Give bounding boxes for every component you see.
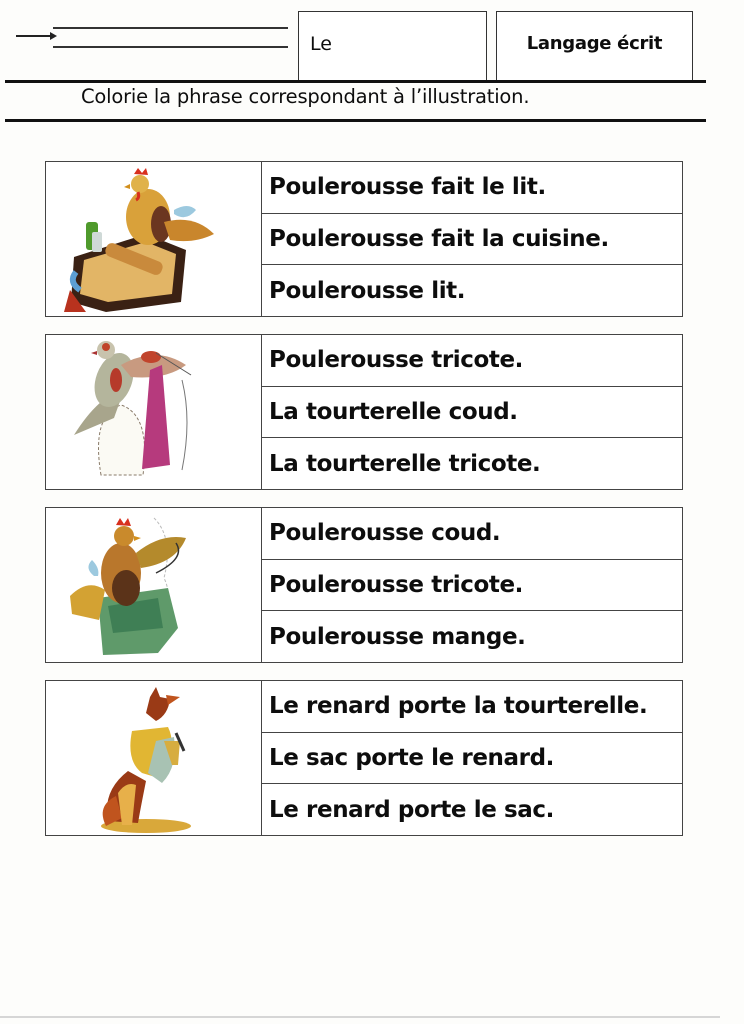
choice-4-1[interactable]: Le renard porte la tourterelle. (262, 681, 682, 733)
dove-knitting-image (46, 335, 261, 488)
subject-box (496, 11, 693, 82)
exercise-2 (45, 334, 683, 490)
exercise-4 (45, 680, 683, 836)
choice-4-2[interactable]: Le sac porte le renard. (262, 733, 682, 785)
scan-edge (0, 1016, 720, 1018)
arrow-icon (16, 35, 52, 37)
choice-list (262, 162, 682, 316)
fox-sack-illustration (46, 681, 262, 835)
header-divider-bottom (5, 119, 706, 122)
choice-2-2[interactable]: La tourterelle coud. (262, 387, 682, 439)
hen-sewing-image (46, 508, 261, 661)
date-box[interactable] (298, 11, 487, 82)
arrow-head-icon (50, 32, 57, 40)
hen-cooking-illustration (46, 162, 262, 316)
header-divider-top (5, 80, 706, 83)
choice-list (262, 681, 682, 835)
fox-sack-image (46, 681, 261, 834)
choice-1-1[interactable]: Poulerousse fait le lit. (262, 162, 682, 214)
choice-1-2[interactable]: Poulerousse fait la cuisine. (262, 214, 682, 266)
choice-3-1[interactable]: Poulerousse coud. (262, 508, 682, 560)
name-line-bottom[interactable] (53, 46, 288, 48)
name-line-top[interactable] (53, 27, 288, 29)
choice-2-1[interactable]: Poulerousse tricote. (262, 335, 682, 387)
choice-3-2[interactable]: Poulerousse tricote. (262, 560, 682, 612)
exercise-3 (45, 507, 683, 663)
hen-cooking-image (46, 162, 261, 315)
hen-sewing-illustration (46, 508, 262, 662)
choice-2-3[interactable]: La tourterelle tricote. (269, 450, 541, 477)
exercise-1 (45, 161, 683, 317)
choice-3-3[interactable]: Poulerousse mange. (269, 623, 526, 650)
date-label: Le (310, 33, 332, 55)
choice-list (262, 335, 682, 489)
instruction-text: Colorie la phrase correspondant à l’illustration. (81, 85, 530, 108)
choice-list (262, 508, 682, 662)
choice-4-3[interactable]: Le renard porte le sac. (269, 796, 554, 823)
dove-knitting-illustration (46, 335, 262, 489)
subject-title: Langage écrit (526, 33, 663, 54)
choice-1-3[interactable]: Poulerousse lit. (269, 277, 466, 304)
